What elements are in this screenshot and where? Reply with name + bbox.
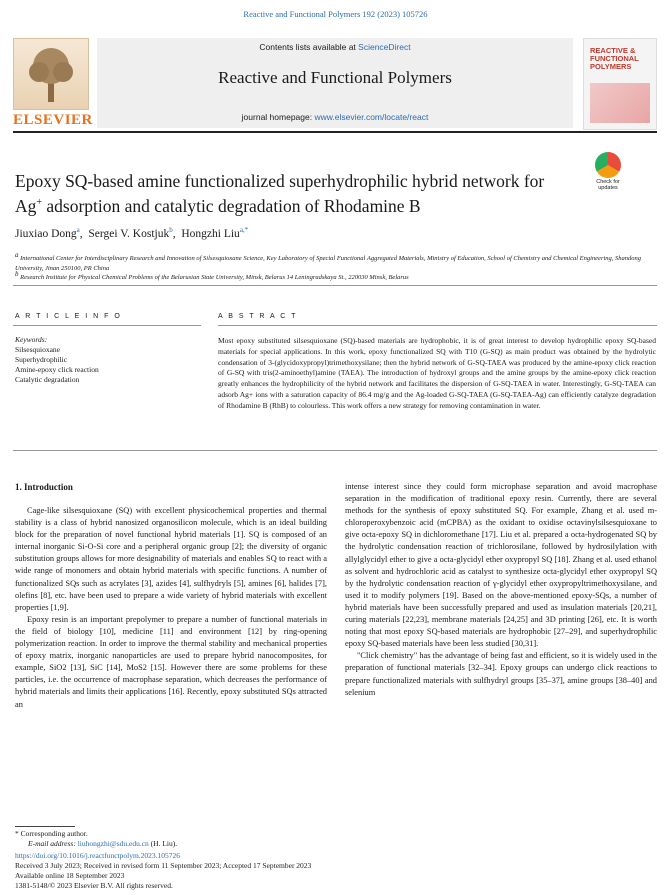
check-for-updates-button[interactable] — [590, 152, 626, 191]
author-name[interactable]: Sergei V. Kostjuk — [88, 227, 170, 240]
paragraph: intense interest since they could form microphase separation and avoid macrophase separation in the modification of traditional epoxy resin. Currently, there are several methods for the synthesis of epoxy substituted SQ. For example, Zhang et al. used m-chloroperoxybenzoic acid (mCPBA) as the oxidant to oxidise octavinylsilsesquioxane to give octa-epoxy SQ in dichloromethane [17]. Liu et al. prepared a octa-hydrogenated SQ by the hydrolytic condensation reaction of trichlorosilane, followed by hydrosilylation with allylglycidyl ether to give a octa-glycidyl ether oxypropyl SQ [18]. Zhang et al. used ethanol as solvent and hydrochloric acid as catalyst to synthesize octa-glycidyl ether oxypropyl SQ by the hydrolytic condensation reaction of γ-glycidyl ether oxypropyltrimethoxysilane, and used it to modify polymers [19]. Based on the above-mentioned epoxy-SQs, a number of hybrid materials have been successfully prepared and used as insulation materials [20,21], curing materials [22,23], membrane materials [24,25] and 3D printing [26], etc. It is worth noting that most epoxy SQ-based materials are hydrophobic [27–29], and superhydrophilic epoxy SQ-based materials have been less studied [30,31]. — [345, 482, 657, 649]
title-line-1: Epoxy SQ-based amine functionalized superhydrophilic hybrid network for — [15, 171, 545, 191]
author-affiliation-mark[interactable]: a,* — [239, 226, 249, 234]
publisher-name: ELSEVIER — [13, 112, 93, 128]
journal-name: Reactive and Functional Polymers — [218, 68, 452, 87]
email-label: E-mail address: — [28, 839, 78, 848]
abstract-bottom-divider — [13, 450, 657, 451]
homepage-link[interactable]: www.elsevier.com/locate/react — [314, 112, 429, 122]
keyword[interactable]: Amine-epoxy click reaction — [15, 365, 99, 374]
journal-homepage — [97, 112, 573, 122]
article-info-heading: A R T I C L E I N F O — [15, 313, 122, 320]
cover-title: REACTIVE & FUNCTIONAL POLYMERS — [590, 46, 639, 71]
keyword[interactable]: Catalytic degradation — [15, 375, 80, 384]
affiliation-text: Research Institute for Physical Chemical Problems of the Belarusian State University, Minsk, Belarus 14 Leningradskaya St., 220030 Minsk, Belarus — [20, 274, 409, 282]
footnote-divider — [15, 826, 75, 827]
affiliation-b — [15, 270, 655, 283]
title-rest: adsorption and catalytic degradation of Rhodamine B — [42, 195, 421, 216]
article-info-divider — [13, 325, 201, 326]
doi-link[interactable]: https://doi.org/10.1016/j.reactfunctpolym.2023.105726 — [15, 851, 181, 860]
check-updates-label: Check for updates — [596, 179, 620, 191]
affiliation-mark: b — [15, 270, 19, 278]
author-name[interactable]: Jiuxiao Dong — [15, 227, 77, 240]
contents-available — [97, 42, 573, 52]
corresponding-author-note: * Corresponding author. — [15, 829, 88, 838]
journal-banner — [97, 38, 573, 128]
available-online: Available online 18 September 2023 — [15, 871, 125, 880]
keyword[interactable]: Silsesquioxane — [15, 345, 60, 354]
keywords-label: Keywords: — [15, 335, 48, 344]
journal-cover[interactable] — [583, 38, 657, 130]
article-title — [15, 170, 575, 217]
received-dates: Received 3 July 2023; Received in revised form 11 September 2023; Accepted 17 September 2023 — [15, 861, 312, 870]
author-affiliation-mark[interactable]: b — [169, 226, 173, 234]
title-ag: Ag — [15, 195, 37, 216]
affiliation-mark: a — [15, 251, 19, 259]
contents-prefix: Contents lists available at — [259, 42, 359, 52]
header-divider — [13, 131, 657, 133]
title-line-2 — [15, 192, 575, 217]
elsevier-logo[interactable] — [13, 38, 93, 130]
abstract-text: Most epoxy substituted silsesquioxane (SQ)-based materials are hydrophobic, it is of great interest to develop hydrophilic epoxy SQ-based materials for special applications. In this work, epoxy functionalized SQ with T10 (G-SQ) as main product was obtained by the hydrolytic condensation of 3-(glycidoxypropyl)trimethoxysilane; then the hybrid network of G-SQ-TAEA was produced by the amine-epoxy click reaction of G-SQ with tris(2-aminoethyl)amine (TAEA). The introduction of hydroxyl groups and the amine groups by the amine-epoxy click reaction greatly enhances the hydrophilicity of the hybrid network and facilitates the dispersion of G-SQ-TAEA in water. Interestingly, G-SQ-TAEA can adsorb Ag+ ions with a saturation capacity of 86.4 mg/g and the Ag-loaded G-SQ-TAEA (G-SQ-TAEA-Ag) can efficiently catalyze degradation of Rhodamine B (RhB) to colourless. This work offers a new strategy for removing contamination in water. — [218, 336, 656, 410]
body-right-column — [345, 481, 657, 699]
journal-reference[interactable]: Reactive and Functional Polymers 192 (2023) 105726 — [243, 9, 428, 19]
email-suffix: (H. Liu). — [148, 839, 178, 848]
title-ag-sup: + — [36, 197, 43, 208]
section-heading-introduction: 1. Introduction — [15, 482, 73, 492]
sciencedirect-link[interactable]: ScienceDirect — [358, 42, 411, 52]
email-link[interactable]: liuhongzhi@sdu.edu.cn — [77, 839, 149, 848]
keyword[interactable]: Superhydrophilic — [15, 355, 68, 364]
author-list: Jiuxiao Dong$^a$, Sergei V. Kostjuk$^b$, Hongzhi Liu$^{a,*}$ — [15, 226, 249, 240]
email-note — [28, 839, 177, 849]
author-name[interactable]: Hongzhi Liu — [181, 227, 240, 240]
paragraph: Epoxy resin is an important prepolymer to prepare a number of functional materials in the field of biology [10], medicine [11] and environment [12] by ring-opening polymerization reaction. In order to improve the thermal stability and mechanical properties of epoxy matrix, inorganic nanoparticles are used to prepare hybrid nanocomposites, for example, SiO2 [13], SiC [14], MoS2 [15]. However there are some problems for these particles, i.e. the occurrence of macrophase separation, which decreases the performance of hybrid materials and limits their applications [16]. Recently, epoxy substituted SQs attracted an — [15, 614, 327, 709]
body-left-column — [15, 505, 327, 711]
tree-logo-icon — [13, 38, 89, 110]
abstract-divider — [218, 325, 657, 326]
copyright: 1381-5148/© 2023 Elsevier B.V. All rights reserved. — [15, 881, 173, 890]
affiliation-text: International Center for Interdisciplinary Research and Innovation of Silsesquioxane Science, Key Laboratory of Special Functional Aggregated Materials, Ministry of Education, School of Chemistry and Chemical Engineering, Shandong University, Jinan 250100, PR China — [15, 255, 642, 272]
paragraph: "Click chemistry" has the advantage of being fast and efficient, so it is widely used in the preparation of functional materials [32–34]. Epoxy groups can undergo click reactions to prepare functionalized materials with sulfhydryl groups [35–37], amine groups [38–40] and selenium — [345, 651, 657, 697]
cover-image — [590, 83, 650, 123]
author-affiliation-mark[interactable]: a — [76, 226, 80, 234]
affiliation-divider — [13, 285, 657, 286]
abstract-heading: A B S T R A C T — [218, 313, 298, 320]
paragraph: Cage-like silsesquioxane (SQ) with excellent physicochemical properties and thermal stability is a class of hybrid nanosized organosilicon molecule, which is an ideal building block for the preparation of novel functional hybrid materials [1]. SQ is composed of an internal inorganic Si-O-Si core and a peripheral organic group [2]; the diversity of organic substitution groups allows for more designability of materials and enables SQ to react with a wide range of monomers and obtain hybrid materials with specific functions. A number of functionalized SQs such as acrylates [3], azides [4], sulfhydryls [5], amines [6], halides [7], olefins [8], etc. have been used to prepare a wide variety of hybrid materials with excellent properties [1,9]. — [15, 506, 327, 612]
check-updates-icon — [595, 152, 621, 178]
keywords-block — [15, 335, 99, 385]
homepage-prefix: journal homepage: — [241, 112, 315, 122]
